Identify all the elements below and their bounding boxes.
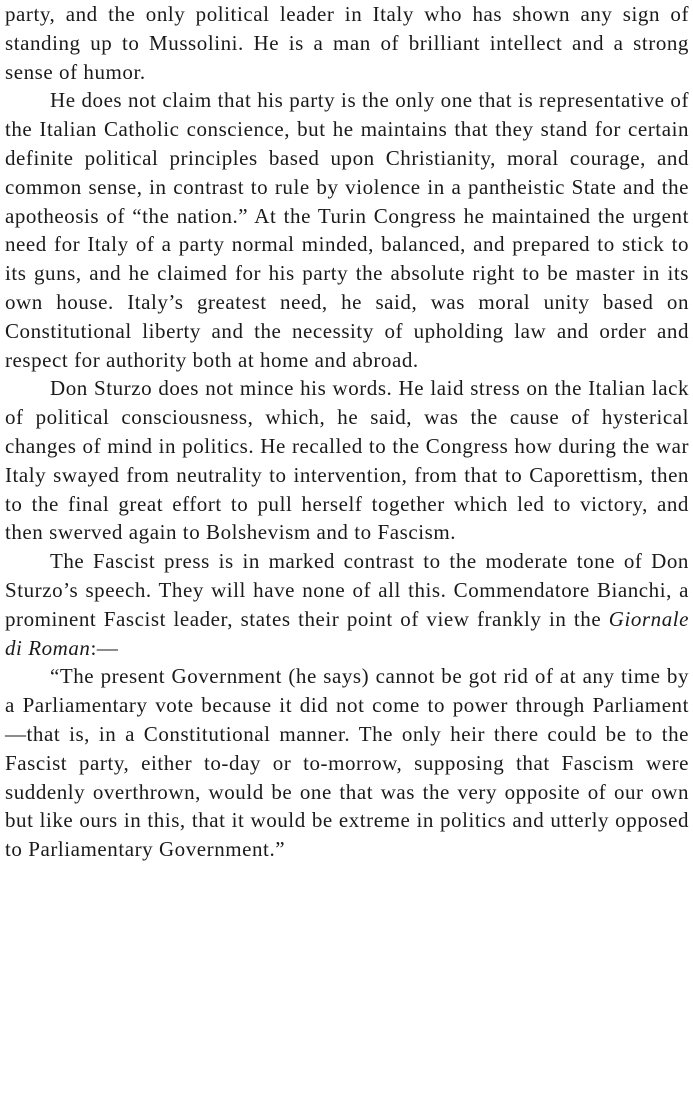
paragraph-fascist-press-end: :— bbox=[90, 635, 119, 660]
paragraph-bianchi-quote: “The present Government (he says) cannot be got rid of at any time by a Parliamentary vote because it did not come to power through Parliament—that is, in a Constitutional manner. The only heir there could be to the Fascist party, either to-day or to-morrow, supposing that Fascism were suddenly overthrown, would be one that was the very opposite of our own but like ours in this, that it would be extreme in politics and utterly opposed to Parliamentary Government.” bbox=[5, 664, 689, 862]
article-page bbox=[5, 0, 689, 864]
paragraph-fascist-press bbox=[5, 547, 689, 662]
paragraph-sturzo-words: Don Sturzo does not mince his words. He laid stress on the Italian lack of political consciousness, which, he said, was the cause of hysterical changes of mind in politics. He recalled to the Congress how during the war Italy swayed from neutrality to intervention, from that to Caporettism, then to the final great effort to pull herself together which led to victory, and then swerved again to Bolshevism and to Fascism. bbox=[5, 376, 689, 545]
newspaper-title: Giornale di Roman bbox=[5, 606, 689, 660]
paragraph-sturzo-party: He does not claim that his party is the only one that is representative of the Italian Catholic conscience, but he maintains that they stand for certain definite political principles based upon Christianity, moral courage, and common sense, in contrast to rule by violence in a pantheistic State and the apotheosis of “the nation.” At the Turin Congress he maintained the urgent need for Italy of a party normal minded, balanced, and prepared to stick to its guns, and he claimed for his party the absolute right to be master in its own house. Italy’s greatest need, he said, was moral unity based on Constitutional liberty and the necessity of upholding law and order and respect for authority both at home and abroad. bbox=[5, 88, 689, 372]
paragraph-continuation: party, and the only political leader in Italy who has shown any sign of standing up to Mussolini. He is a man of brilliant intellect and a strong sense of humor. bbox=[5, 2, 689, 84]
paragraph-fascist-press-text: The Fascist press is in marked contrast to the moderate tone of Don Sturzo’s speech. They will have none of all this. Commendatore Bianchi, a prominent Fascist leader, states their point of view frankly in the bbox=[5, 549, 689, 631]
